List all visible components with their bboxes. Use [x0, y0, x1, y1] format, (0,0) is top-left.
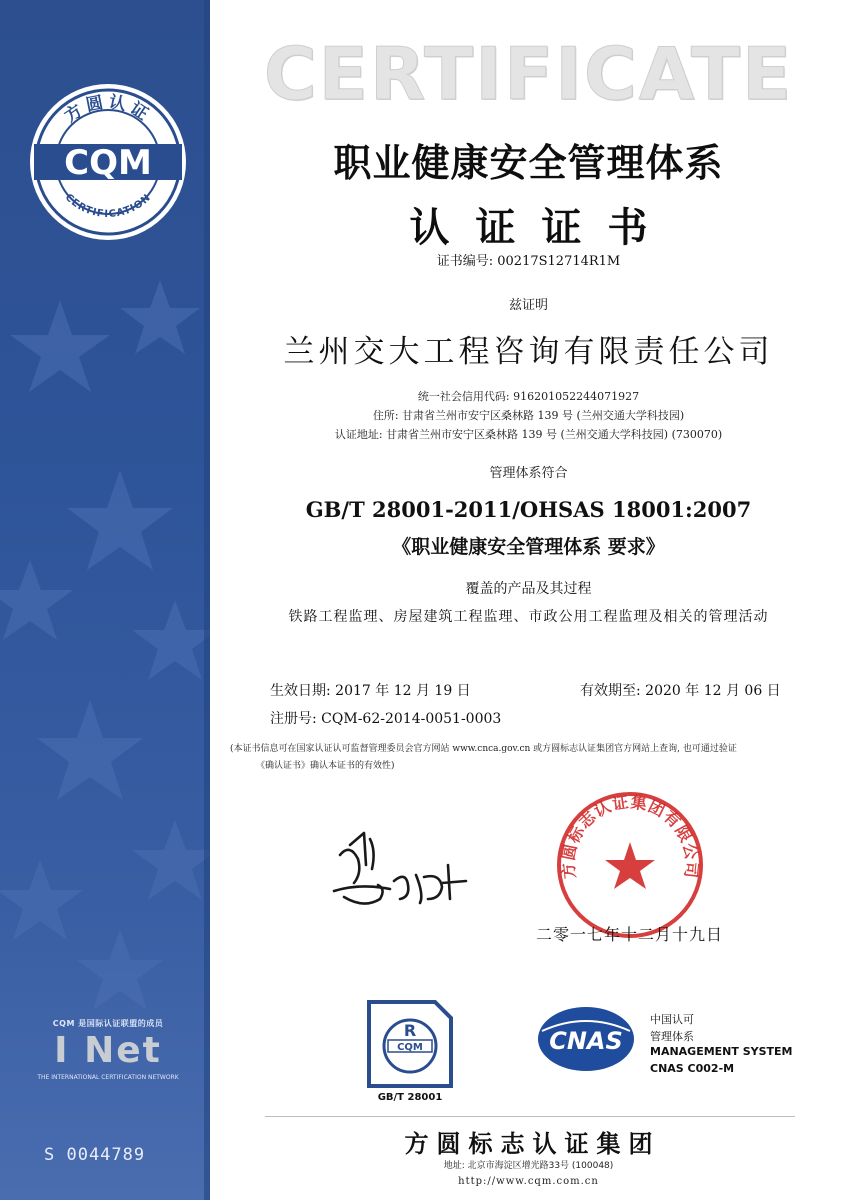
- star-icon: [0, 860, 83, 940]
- title-line-1: 职业健康安全管理体系: [333, 141, 724, 185]
- star-icon: [37, 700, 143, 800]
- cqm-logo-top-text: 方圆认证: [61, 92, 155, 127]
- cnas-logo: [536, 1005, 636, 1073]
- standard-code: GB/T 28001-2011/OHSAS 18001:2007: [305, 497, 752, 522]
- inet-sub-text: THE INTERNATIONAL CERTIFICATION NETWORK: [37, 1074, 179, 1081]
- company-name: 兰州交大工程咨询有限责任公司: [283, 334, 774, 370]
- star-icon: [77, 930, 163, 1010]
- organization-address: 地址: 北京市海淀区增光路33号 (100048): [443, 1161, 614, 1171]
- credit-code: 统一社会信用代码: 916201052244071927: [417, 390, 640, 403]
- star-icon: [132, 600, 210, 680]
- cqm-mark-r: R: [403, 1021, 417, 1040]
- effective-date: 生效日期: 2017 年 12 月 19 日: [270, 683, 471, 699]
- cnas-text-1: 中国认可: [650, 1013, 694, 1026]
- registration-number: 注册号: CQM-62-2014-0051-0003: [270, 711, 502, 727]
- verification-note-line-1: (本证书信息可在国家认证认可监督管理委员会官方网站 www.cnca.gov.cn 或方圆标志认证集团官方网站上查询, 也可通过验证: [230, 744, 737, 754]
- certificate-watermark-word: CERTIFICATE: [263, 32, 794, 116]
- conform-text: 管理体系符合: [489, 466, 568, 481]
- seal-ring-text: 方圆标志认证集团有限公司: [558, 792, 702, 880]
- inet-top-text: CQM 是国际认证联盟的成员: [52, 1019, 164, 1028]
- cqm-logo: [28, 82, 188, 242]
- certificate-body: [210, 0, 847, 1200]
- certification-address: 认证地址: 甘肃省兰州市安宁区桑林路 139 号 (兰州交通大学科技园) (730070): [334, 428, 723, 441]
- hereby-text: 兹证明: [508, 298, 548, 313]
- issue-date: 二零一七年十二月十九日: [536, 925, 724, 944]
- star-icon: [67, 470, 173, 570]
- standard-name: 《职业健康安全管理体系 要求》: [392, 536, 665, 558]
- expiry-date: 有效期至: 2020 年 12 月 06 日: [580, 683, 781, 699]
- star-icon: [10, 300, 110, 392]
- cnas-text-2: 管理体系: [650, 1030, 694, 1043]
- title-line-2: 认证证书: [409, 205, 674, 251]
- handwritten-signature: [320, 825, 480, 920]
- star-icon: [0, 560, 73, 640]
- footer-divider: [265, 1116, 795, 1117]
- scope-text: 铁路工程监理、房屋建筑工程监理、市政公用工程监理及相关的管理活动: [288, 609, 769, 625]
- cqm-logo-main-text: CQM: [64, 143, 152, 183]
- certificate-number: 证书编号: 00217S12714R1M: [436, 254, 621, 269]
- serial-number: S 0044789: [44, 1145, 146, 1165]
- scope-heading: 覆盖的产品及其过程: [465, 581, 592, 597]
- organization-url: http://www.cqm.com.cn: [458, 1176, 599, 1187]
- registered-address: 住所: 甘肃省兰州市安宁区桑林路 139 号 (兰州交通大学科技园): [372, 409, 685, 422]
- cqm-mark-text: CQM: [397, 1042, 423, 1053]
- cnas-logo-word: CNAS: [549, 1027, 623, 1055]
- cnas-text-4: CNAS C002-M: [650, 1062, 735, 1075]
- verification-note-line-2: 《确认证书》确认本证书的有效性): [256, 761, 395, 771]
- inet-logo-word: I Net: [54, 1030, 162, 1071]
- issuing-organization: 方圆标志认证集团: [404, 1130, 661, 1158]
- gbt-label: GB/T 28001: [377, 1092, 443, 1103]
- cnas-text-3: MANAGEMENT SYSTEM: [650, 1045, 793, 1058]
- cqm-registered-mark: [365, 998, 455, 1090]
- star-icon: [120, 280, 200, 354]
- left-blue-band: [0, 0, 210, 1200]
- seal-star-icon: [605, 842, 655, 889]
- cqm-logo-bottom-text: CERTIFICATION: [62, 191, 154, 221]
- official-seal: [555, 790, 705, 940]
- star-icon: [132, 820, 210, 900]
